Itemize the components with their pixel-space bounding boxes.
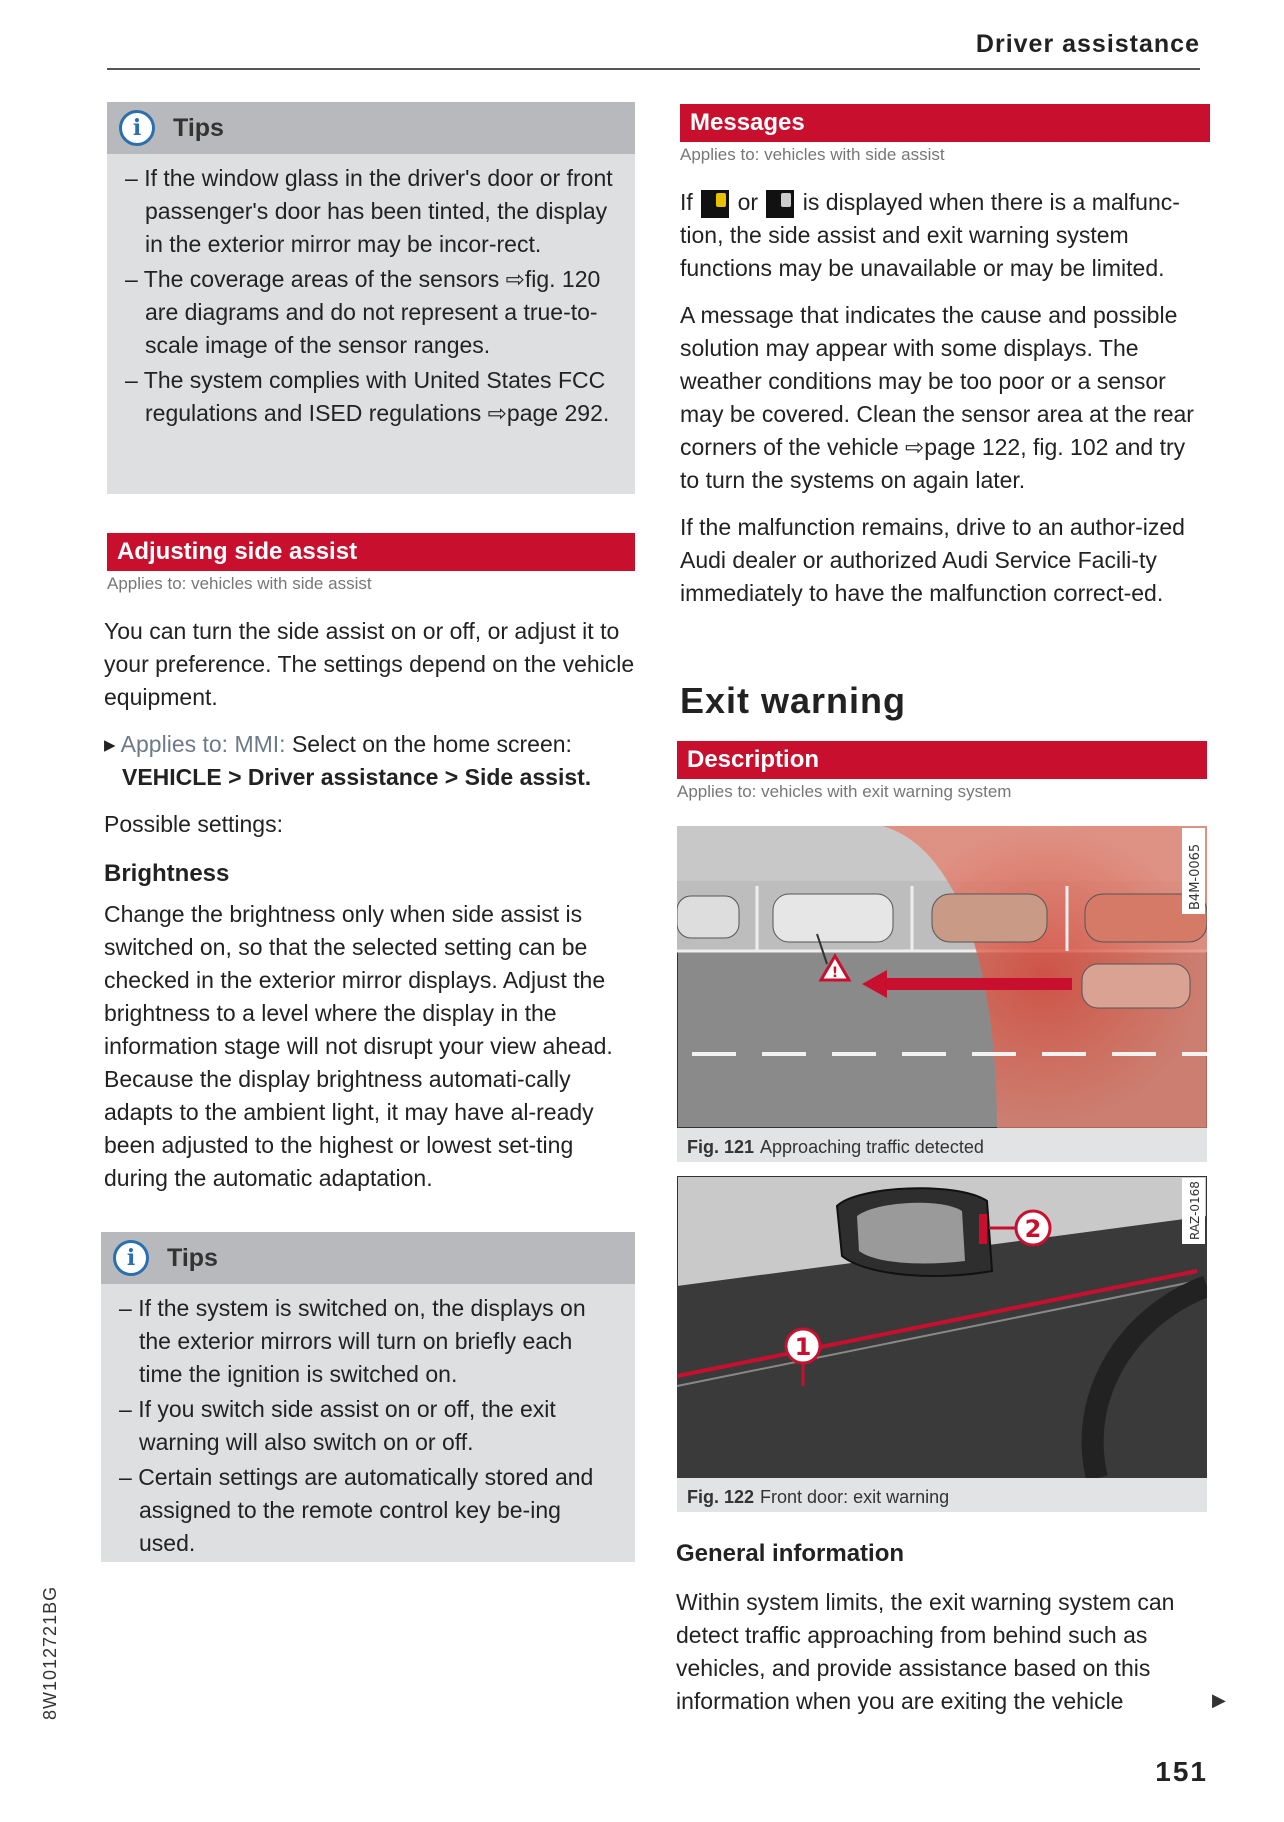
- step-prefix: Applies to: MMI:: [120, 731, 286, 757]
- section-title-adjusting: Adjusting side assist: [107, 533, 635, 571]
- figure-code: RAZ-0168: [1188, 1181, 1202, 1240]
- general-info-body: [676, 1586, 1198, 1718]
- applies-note: Applies to: vehicles with side assist: [680, 145, 945, 164]
- figure-121: [677, 826, 1207, 1162]
- figure-caption: [677, 1483, 1207, 1512]
- adjusting-body: [104, 615, 636, 1195]
- text-or: or: [737, 189, 759, 215]
- figure-code: B4M-0065: [1188, 843, 1203, 910]
- section-title-description: Description: [677, 741, 1207, 779]
- figure-caption: [677, 1133, 1207, 1162]
- parked-car-icon: [677, 896, 739, 938]
- page-number: 151: [1155, 1756, 1208, 1787]
- parked-car-icon: [932, 894, 1047, 942]
- parked-car-icon: [773, 894, 893, 942]
- applies-note: Applies to: vehicles with exit warning system: [677, 782, 1012, 801]
- messages-paragraph-2: A message that indicates the cause and possible solution may appear with some displays. The weather conditions may be too poor or a sensor may be covered. Clean the sensor area at the rear corners of the vehicle ⇨page 122, fig. 102 and try to turn the systems on again later.: [680, 302, 1194, 493]
- mirror-warning-led: [979, 1214, 987, 1244]
- tips-list: [101, 1284, 635, 1572]
- traffic-illustration: [677, 826, 1207, 1128]
- tips-item: – If the window glass in the driver's door or front passenger's door has been tinted, the display in the exterior mirror may be incor-rect.: [125, 162, 617, 261]
- general-info-paragraph: Within system limits, the exit warning system can detect traffic approaching from behind such as vehicles, and provide assistance based on this information when you are exiting the vehicle: [676, 1589, 1175, 1714]
- figure-caption-text: Front door: exit warning: [760, 1487, 950, 1507]
- tips-item: – If the system is switched on, the displays on the exterior mirrors will turn on briefly each time the ignition is switched on.: [119, 1292, 617, 1391]
- brightness-paragraph: Change the brightness only when side assist is switched on, so that the selected setting can be checked in the exterior mirror displays. Adjust the brightness to a level where the display in the information stage will not disrupt your view ahead. Because the display brightness automati-cally adapts to the ambient light, it may have al-ready been adjusted to the highest or lowest set-ting during the automatic adaptation.: [104, 901, 613, 1191]
- door-illustration: [677, 1176, 1207, 1478]
- tips-title: Tips: [173, 113, 224, 142]
- document-code: 8W1012721BG: [40, 1585, 60, 1720]
- running-header: Driver assistance: [975, 30, 1200, 58]
- step-text: Select on the home screen:: [291, 731, 572, 757]
- tips-box-1: [107, 102, 635, 494]
- figure-label: Fig. 121: [687, 1137, 755, 1157]
- approaching-car-icon: [1082, 964, 1190, 1008]
- messages-body: [680, 186, 1210, 610]
- brightness-heading: Brightness: [104, 860, 230, 887]
- messages-paragraph-3: If the malfunction remains, drive to an author-ized Audi dealer or authorized Audi Service Facili-ty immediately to have the malfunction correct-ed.: [680, 514, 1185, 606]
- text-rest: is displayed when there is a malfunc-tion, the side assist and exit warning system functions may be unavailable or may be limited.: [680, 189, 1180, 281]
- svg-text:!: !: [831, 965, 839, 981]
- tips-header: [101, 1232, 635, 1284]
- tips-box-2: [101, 1232, 635, 1562]
- intro-paragraph: You can turn the side assist on or off, or adjust it to your preference. The settings depend on the vehicle equipment.: [104, 618, 635, 710]
- text-if: If: [680, 189, 693, 215]
- figure-label: Fig. 122: [687, 1487, 755, 1507]
- menu-path: VEHICLE > Driver assistance > Side assist.: [122, 764, 592, 790]
- tips-item: – The coverage areas of the sensors ⇨fig. 120 are diagrams and do not represent a true-to-scale image of the sensor ranges.: [125, 263, 617, 362]
- tips-item: – Certain settings are automatically stored and assigned to the remote control key be-ing used.: [119, 1461, 617, 1560]
- section-title-messages: Messages: [680, 104, 1210, 142]
- exit-warning-heading: Exit warning: [680, 680, 907, 721]
- info-icon: i: [119, 110, 155, 146]
- tips-item: – If you switch side assist on or off, the exit warning will also switch on or off.: [119, 1393, 617, 1459]
- tips-header: [107, 102, 635, 154]
- figure-122: [677, 1176, 1207, 1512]
- continue-arrow-icon: ▶: [1212, 1690, 1226, 1710]
- tips-title: Tips: [167, 1243, 218, 1272]
- messages-paragraph-1: [680, 186, 1210, 285]
- header-rule: [107, 68, 1200, 70]
- svg-text:2: 2: [1024, 1215, 1042, 1243]
- applies-note: Applies to: vehicles with side assist: [107, 574, 372, 593]
- figure-caption-text: Approaching traffic detected: [760, 1137, 984, 1157]
- side-assist-warning-icon: [701, 190, 729, 218]
- side-assist-fault-icon: [766, 190, 794, 218]
- step-paragraph: ▸ Applies to: MMI: Select on the home screen: VEHICLE > Driver assistance > Side assist.: [104, 731, 592, 790]
- possible-settings: Possible settings:: [104, 811, 283, 837]
- tips-list: [107, 154, 635, 442]
- info-icon: i: [113, 1240, 149, 1276]
- general-info-heading: General information: [676, 1540, 905, 1567]
- tips-item: – The system complies with United States FCC regulations and ISED regulations ⇨page 292.: [125, 364, 617, 430]
- svg-text:1: 1: [794, 1333, 812, 1361]
